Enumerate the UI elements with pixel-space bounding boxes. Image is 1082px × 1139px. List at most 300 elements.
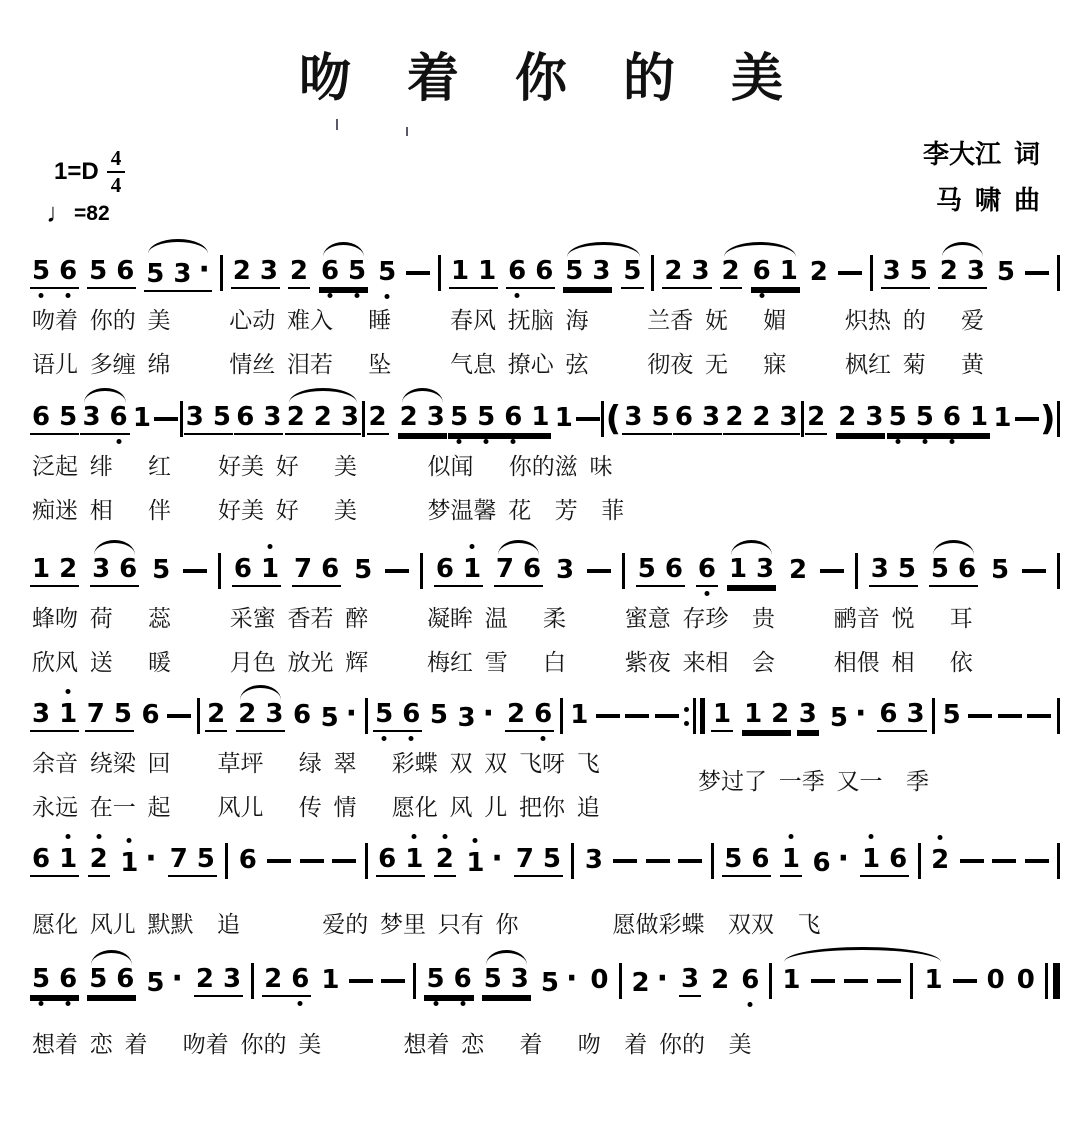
note: 6	[32, 401, 51, 432]
note-group	[194, 963, 243, 997]
note: 3	[681, 963, 700, 994]
note-group	[144, 960, 185, 999]
duration-dash	[349, 979, 373, 983]
note: 7	[515, 843, 534, 874]
beam-group	[539, 960, 611, 999]
note: 6	[879, 698, 898, 729]
duration-dash	[1015, 417, 1039, 421]
note: 2	[238, 698, 257, 729]
lyrics-line: 愿化 风儿 默默 追 爱的 梦里 只有 你 愿做彩蝶 双双 飞	[32, 912, 821, 937]
augmentation-dot: ·	[854, 695, 867, 731]
note-group	[87, 255, 136, 289]
lyrics-bridge: 梦过了 一季 又一 季	[698, 769, 929, 794]
note-group	[720, 255, 742, 289]
slur	[80, 401, 129, 435]
tempo-marking	[46, 198, 110, 229]
duration-dash	[587, 569, 611, 573]
note: 3	[82, 401, 101, 432]
note: 3	[906, 698, 925, 729]
barline	[801, 401, 804, 437]
barline	[711, 843, 714, 879]
note-group	[434, 553, 483, 587]
note: 2	[506, 698, 526, 729]
note-group	[553, 402, 575, 434]
duration-dash	[1022, 569, 1046, 573]
note-group	[319, 695, 360, 734]
note-group	[869, 553, 918, 587]
note: 2	[313, 401, 332, 432]
note-group	[232, 553, 281, 587]
note-group	[352, 554, 374, 586]
note-group	[805, 401, 827, 435]
note: 6	[59, 258, 77, 284]
duration-dash	[167, 714, 191, 718]
octave-dot-high	[788, 834, 793, 839]
note: 6	[741, 967, 759, 993]
slur	[144, 251, 212, 292]
note-group	[87, 963, 136, 997]
note: 0	[986, 964, 1005, 995]
note-group	[292, 553, 341, 587]
note-group	[291, 699, 313, 731]
beam-group	[810, 840, 909, 879]
note: 5	[450, 404, 468, 430]
barline	[218, 553, 221, 589]
note: 3	[556, 554, 575, 585]
octave-dot-low	[327, 293, 332, 298]
note: 5	[89, 963, 108, 994]
notation-line-1	[30, 250, 1060, 296]
note: 2	[264, 963, 283, 994]
octave-dot-high	[127, 838, 132, 843]
note: 2	[232, 255, 251, 286]
duration-dash	[877, 979, 901, 983]
system-5	[30, 838, 1060, 937]
note: 5	[32, 966, 50, 992]
note-group	[554, 554, 576, 586]
note: 3	[865, 401, 884, 432]
note: 6	[32, 843, 51, 874]
meter-denominator: 4	[110, 173, 122, 197]
note: 2	[207, 698, 226, 729]
octave-dot-high	[469, 544, 474, 549]
octave-dot-low	[541, 736, 546, 741]
beam-group	[288, 255, 368, 289]
note-group	[780, 843, 802, 877]
barline	[693, 698, 696, 734]
beam-group	[805, 401, 885, 435]
note-group	[887, 401, 990, 435]
lyrics-line-verse1: 吻着 你的 美 心动 难入 睡 春风 抚脑 海 兰香 妩 媚 炽热 的 爱	[32, 308, 984, 333]
note: 5	[623, 255, 642, 286]
note: 3	[259, 255, 278, 286]
note-group	[30, 963, 79, 997]
octave-dot-low	[515, 293, 520, 298]
note-group	[85, 698, 134, 732]
note-group	[989, 554, 1011, 586]
note: 3	[340, 401, 359, 432]
lyrics-line-verse1: 余音 绕梁 回 草坪 绿 翠 彩蝶 双 双 飞呀 飞	[32, 751, 600, 776]
note: 5	[542, 843, 562, 874]
note: 6	[508, 258, 526, 284]
note: 5	[378, 259, 396, 285]
octave-dot-high	[66, 689, 71, 694]
note-group	[80, 401, 129, 435]
lyricist-credit: 李大江 词	[922, 140, 1040, 169]
note: 6	[321, 553, 340, 584]
note: 5	[483, 963, 502, 994]
duration-dash	[625, 714, 649, 718]
system-1	[30, 250, 1060, 377]
lyrics-line-verse1: 蜂吻 荷 蕊 采蜜 香若 醉 凝眸 温 柔 蜜意 存珍 贵 鹂音 悦 耳	[32, 606, 973, 631]
note: 5	[540, 967, 559, 998]
note-group	[711, 698, 733, 732]
note-group	[482, 963, 531, 997]
barline	[362, 401, 365, 437]
notation-line-2	[30, 396, 1060, 442]
note-group	[231, 255, 280, 289]
note: 3	[426, 401, 445, 432]
note: 5	[348, 258, 366, 284]
note: 2	[711, 964, 730, 995]
note: 1	[405, 846, 423, 872]
note: 2	[789, 554, 808, 585]
note: 7	[169, 843, 188, 874]
note: 6	[698, 556, 716, 582]
duration-dash	[838, 271, 862, 275]
octave-dot-low	[382, 736, 387, 741]
slur	[938, 255, 987, 289]
barline	[769, 963, 772, 999]
note-group	[319, 964, 341, 996]
duration-dash	[596, 714, 620, 718]
barline	[220, 255, 223, 291]
slur	[727, 553, 776, 587]
note: 3	[882, 255, 901, 286]
note: 6	[292, 699, 312, 730]
octave-dot-low	[759, 293, 764, 298]
duration-dash	[300, 859, 324, 863]
lyrics-line-verse2: 永远 在一 起 风儿 传 情 愿化 风 儿 把你 追	[32, 795, 600, 820]
note: 1	[782, 964, 801, 995]
duration-dash	[267, 859, 291, 863]
lyrics-line-verse2: 痴迷 相 伴 好美 好 美 梦温馨 花 芳 菲	[32, 498, 625, 523]
duration-dash	[678, 859, 702, 863]
lyrics-line-verse1: 泛起 绯 红 好美 好 美 似闻 你的滋 味	[32, 454, 613, 479]
octave-dot-low	[460, 1001, 465, 1006]
note: 5	[990, 554, 1010, 585]
note: 3	[966, 255, 985, 286]
note-group	[376, 256, 398, 288]
slur	[929, 553, 978, 587]
note-group	[836, 401, 885, 435]
tempo-value: =82	[74, 202, 110, 225]
note: 1	[120, 850, 138, 876]
parenthesis: (	[605, 399, 622, 439]
note: 1	[321, 964, 340, 995]
notation-line-3	[30, 548, 1060, 594]
note-group	[30, 843, 79, 877]
duration-dash	[844, 979, 868, 983]
augmentation-dot: ·	[198, 251, 210, 287]
note: 6	[534, 701, 552, 727]
note: 6	[812, 847, 831, 878]
octave-dot-low	[457, 439, 462, 444]
beam-group	[455, 695, 554, 734]
note: 3	[870, 553, 889, 584]
augmentation-dot: ·	[145, 840, 157, 876]
note: 6	[664, 553, 683, 584]
barline	[700, 698, 705, 734]
note-group	[938, 255, 987, 289]
note: 5	[426, 966, 444, 992]
quarter-note-icon: ♩	[46, 198, 73, 228]
note: 6	[378, 843, 397, 874]
note: 2	[721, 255, 740, 286]
note-group	[30, 401, 79, 435]
note: 5	[637, 553, 656, 584]
note: 6	[504, 404, 522, 430]
note-group	[236, 698, 285, 732]
note-group	[941, 699, 963, 731]
octave-dot-high	[442, 834, 447, 839]
note-group	[723, 401, 799, 435]
octave-dot-low	[66, 293, 71, 298]
note: 2	[289, 255, 308, 286]
slur	[90, 553, 139, 587]
note-group	[673, 401, 722, 435]
note-group	[319, 255, 368, 289]
slur	[236, 698, 285, 732]
beam-group	[464, 840, 563, 879]
duration-dash	[811, 979, 835, 983]
duration-dash	[613, 859, 637, 863]
note: 5	[724, 843, 743, 874]
note: 5	[113, 698, 132, 729]
note-group	[30, 698, 79, 732]
note-group	[1015, 964, 1037, 996]
octave-dot-low	[748, 1002, 753, 1007]
beam-group	[205, 698, 285, 732]
note-group	[428, 699, 450, 731]
barline	[1057, 401, 1060, 437]
barline	[197, 698, 200, 734]
note-group	[434, 843, 456, 877]
augmentation-dot: ·	[837, 840, 849, 876]
note: 5	[996, 256, 1015, 287]
note-group	[494, 553, 543, 587]
octave-dot-high	[938, 835, 943, 840]
repeat-dots	[684, 707, 689, 726]
slur	[494, 553, 543, 587]
note: 6	[943, 404, 961, 430]
note: 6	[238, 844, 257, 875]
note: 3	[691, 255, 710, 286]
note: 5	[152, 554, 171, 585]
barline	[180, 401, 183, 437]
note: 1	[728, 553, 748, 584]
octave-dot-low	[949, 439, 954, 444]
slur	[285, 401, 361, 435]
note-group	[929, 553, 978, 587]
note: 6	[236, 401, 255, 432]
note: 3	[584, 844, 604, 875]
note-group	[168, 843, 217, 877]
note-group	[262, 963, 311, 997]
note-group	[449, 255, 498, 289]
duration-dash	[968, 714, 992, 718]
note: 3	[223, 963, 242, 994]
octave-dot-low	[484, 439, 489, 444]
note-group	[929, 844, 951, 876]
duration-dash	[183, 569, 207, 573]
note-group	[662, 255, 711, 289]
parenthesis: )	[1039, 399, 1056, 439]
note-group	[448, 401, 551, 435]
note: 2	[195, 963, 214, 994]
note: 3	[173, 258, 192, 289]
note: 1	[450, 255, 470, 286]
octave-dot-low	[895, 439, 900, 444]
note: 2	[771, 698, 790, 729]
duration-dash	[1027, 714, 1051, 718]
beam-group	[797, 695, 927, 734]
note: 6	[59, 966, 77, 992]
system-3	[30, 548, 1060, 675]
duration-dash	[332, 859, 356, 863]
note: 0	[590, 964, 609, 995]
composer-credit: 马 啸 曲	[935, 186, 1040, 215]
note-group	[539, 960, 580, 999]
note: 6	[141, 699, 160, 730]
note: 6	[751, 843, 770, 874]
note: 1	[779, 255, 798, 286]
system-2	[30, 396, 1060, 523]
note-group	[810, 840, 851, 879]
octave-dot-low	[704, 591, 709, 596]
note: 2	[59, 553, 78, 584]
barline	[438, 255, 441, 291]
note: 2	[286, 401, 305, 432]
barline	[413, 963, 416, 999]
barline	[1057, 843, 1060, 879]
octave-dot-high	[66, 834, 71, 839]
note: 5	[930, 553, 949, 584]
note: 5	[429, 699, 448, 730]
note: 6	[523, 553, 542, 584]
note: 5	[320, 702, 339, 733]
note-group	[588, 964, 610, 996]
duration-dash	[381, 979, 405, 983]
slur	[482, 963, 531, 997]
system-6	[30, 958, 1060, 1057]
beam-group	[118, 840, 217, 879]
note: 5	[829, 702, 848, 733]
octave-dot-low	[66, 1001, 71, 1006]
note-group	[860, 843, 909, 877]
note: 5	[32, 258, 50, 284]
note-group	[376, 843, 425, 877]
note: 5	[651, 401, 670, 432]
note-group	[205, 698, 227, 732]
note: 1	[554, 402, 573, 433]
note: 3	[592, 255, 611, 286]
note-group	[742, 698, 791, 732]
slur	[398, 401, 447, 435]
note-group	[696, 553, 718, 587]
note-group	[30, 553, 79, 587]
note: 1	[59, 846, 77, 872]
note-group	[563, 255, 612, 289]
note-group	[184, 401, 233, 435]
beam-group	[367, 401, 447, 435]
note: 6	[674, 401, 693, 432]
augmentation-dot: ·	[656, 960, 669, 996]
slur	[720, 255, 800, 289]
lyrics-line-verse2: 欣风 送 暖 月色 放光 辉 梅红 雪 白 紫夜 来相 会 相偎 相 依	[32, 650, 973, 675]
lyrics-line-verse2: 语儿 多缠 绵 情丝 泪若 坠 气息 撩心 弦 彻夜 无 寐 枫红 菊 黄	[32, 352, 984, 377]
note: 5	[889, 404, 907, 430]
note: 5	[354, 554, 373, 585]
note-group	[787, 554, 809, 586]
note-group	[751, 255, 800, 289]
note: 6	[116, 963, 135, 994]
duration-dash	[953, 979, 977, 983]
note-group	[139, 699, 161, 731]
octave-dot-high	[268, 544, 273, 549]
meter-numerator: 4	[107, 148, 126, 173]
song-title: 吻着你的美	[298, 51, 839, 108]
note-group	[722, 843, 771, 877]
barline	[910, 963, 913, 999]
barline	[622, 553, 625, 589]
note: 6	[110, 404, 128, 430]
duration-dash	[576, 417, 600, 421]
note: 5	[89, 255, 108, 286]
note: 2	[368, 401, 387, 432]
barline	[870, 255, 873, 291]
note: 6	[402, 701, 420, 727]
note: 1	[782, 846, 800, 872]
note: 6	[291, 966, 309, 992]
note: 5	[146, 258, 165, 289]
note-group	[464, 840, 505, 879]
beam-group	[696, 553, 776, 587]
note: 6	[321, 258, 339, 284]
note: 1	[744, 698, 763, 729]
note: 1	[531, 401, 550, 432]
note-group	[90, 553, 139, 587]
note-group	[424, 963, 473, 997]
barline	[365, 843, 368, 879]
note-group	[995, 256, 1017, 288]
note: 5	[59, 401, 78, 432]
note: 5	[212, 401, 231, 432]
note: 3	[265, 698, 284, 729]
note: 3	[263, 401, 282, 432]
duration-dash	[406, 271, 430, 275]
note: 2	[931, 847, 949, 873]
beam-group	[630, 960, 702, 999]
slur	[87, 963, 136, 997]
note-group	[288, 255, 310, 289]
final-barline	[1045, 963, 1060, 999]
note-group	[727, 553, 776, 587]
note: 3	[510, 963, 529, 994]
note: 3	[624, 401, 643, 432]
note-group	[797, 698, 819, 732]
note: 5	[897, 553, 916, 584]
